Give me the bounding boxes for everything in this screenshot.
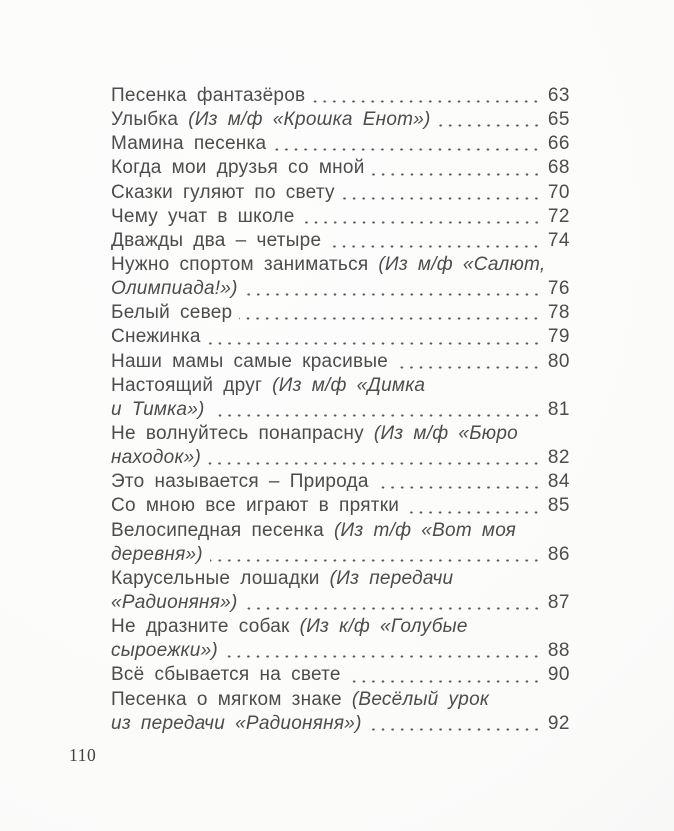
toc-entry-text: Со мною все играют в прятки [111, 495, 400, 517]
dotted-leader [372, 156, 541, 180]
toc-line [111, 229, 570, 253]
toc-entry-text: Настоящий друг [111, 374, 273, 396]
dotted-leader [438, 108, 541, 132]
toc-line [111, 277, 570, 301]
toc-line [111, 84, 570, 108]
dotted-leader [273, 132, 541, 156]
toc-line [111, 519, 570, 543]
toc-entry-source-note: (Из передачи [329, 567, 454, 589]
dotted-leader [208, 325, 541, 349]
toc-line [111, 663, 570, 687]
toc-line [111, 301, 570, 325]
toc-page-number: 82 [547, 447, 570, 469]
toc-entry-source-note: (Из м/ф «Крошка Енот») [188, 109, 431, 131]
toc-entry-title [111, 519, 516, 543]
toc-entry-title [111, 543, 203, 567]
toc-entry-text: Чему учат в школе [111, 205, 295, 227]
toc-entry-source-note: (Весёлый урок [351, 688, 490, 710]
toc-entry-source-note: и Тимка») [111, 398, 205, 420]
dotted-leader [348, 663, 541, 687]
toc-entry-text: Не дразните собак [111, 616, 300, 638]
toc-page-number: 87 [547, 591, 570, 613]
toc-entry-text: Карусельные лошадки [111, 567, 330, 589]
toc-entry-text: Белый север [111, 302, 233, 324]
toc-entry-title [111, 398, 205, 422]
toc-entry-text: Снежинка [111, 326, 201, 348]
toc-entry-title [111, 591, 238, 615]
toc-entry-text: Песенка о мягком знаке [111, 688, 352, 710]
toc-page-number: 80 [547, 350, 570, 372]
toc-entry-title [111, 470, 369, 494]
toc-line [111, 374, 570, 398]
toc-page-number: 90 [547, 664, 570, 686]
toc-page-number: 92 [547, 712, 570, 734]
toc-line [111, 591, 570, 615]
dotted-leader [312, 84, 541, 108]
dotted-leader [239, 301, 541, 325]
toc-entry-source-note: сыроежки») [111, 640, 218, 662]
toc-line [111, 543, 570, 567]
toc-line [111, 350, 570, 374]
toc-entry-title [111, 688, 489, 712]
toc-entry-text: Это называется – Природа [111, 471, 369, 493]
toc-line [111, 494, 570, 518]
dotted-leader [245, 277, 541, 301]
toc-entry-source-note: находок») [111, 447, 202, 469]
dotted-leader [212, 398, 541, 422]
toc-line [111, 205, 570, 229]
page-number-folio: 110 [69, 745, 97, 765]
dotted-leader [342, 181, 541, 205]
dotted-leader [406, 494, 541, 518]
toc-page-number: 66 [547, 133, 570, 155]
toc-entry-text: Когда мои друзья со мной [111, 157, 365, 179]
toc-line [111, 688, 570, 712]
toc-entry-title [111, 325, 201, 349]
toc-page-number: 63 [547, 85, 570, 106]
toc-line [111, 567, 570, 591]
toc-entry-title [111, 132, 266, 156]
toc-entry-title [111, 663, 341, 687]
toc-page-number: 79 [547, 326, 570, 348]
toc-line [111, 108, 570, 132]
toc-entry-text: Велосипедная песенка [111, 519, 334, 541]
dotted-leader [376, 470, 541, 494]
toc-entry-title [111, 494, 399, 518]
toc-entry-title [111, 84, 305, 108]
toc-page-number: 74 [547, 229, 570, 251]
dotted-leader [328, 229, 541, 253]
toc-entry-source-note: (Из м/ф «Салют, [378, 253, 546, 275]
toc-entry-text: Мамина песенка [111, 133, 267, 155]
toc-line [111, 181, 570, 205]
dotted-leader [245, 591, 541, 615]
toc-entry-source-note: (Из м/ф «Бюро [373, 422, 518, 444]
toc-line [111, 446, 570, 470]
toc-page-number: 84 [547, 471, 570, 493]
toc-entry-title [111, 181, 335, 205]
toc-page-number: 68 [547, 157, 570, 179]
toc-page-number: 72 [547, 205, 570, 227]
toc-entry-source-note: деревня») [111, 543, 203, 565]
toc-entry-text: Нужно спортом заниматься [111, 253, 379, 275]
toc-page-number: 78 [547, 302, 570, 324]
toc-entry-source-note: (Из т/ф «Вот моя [333, 519, 517, 541]
toc-line [111, 325, 570, 349]
toc-entry-text: Сказки гуляют по свету [111, 181, 335, 203]
toc-entry-source-note: (Из к/ф «Голубые [299, 616, 468, 638]
toc-entry-title [111, 422, 518, 446]
toc-entry-title [111, 615, 468, 639]
toc-line [111, 398, 570, 422]
toc-entry-source-note: «Радионяня») [111, 591, 238, 613]
toc-page-number: 85 [547, 495, 570, 517]
toc-entry-title [111, 350, 388, 374]
dotted-leader [208, 446, 541, 470]
toc-entry-title [111, 446, 201, 470]
toc-line [111, 639, 570, 663]
toc-entry-title [111, 156, 365, 180]
toc-entry-title [111, 374, 425, 398]
toc-entry-title [111, 712, 362, 736]
toc-entry-title [111, 205, 295, 229]
toc-entry-text: Наши мамы самые красивые [111, 350, 389, 372]
dotted-leader [302, 205, 541, 229]
toc-entry-title [111, 639, 218, 663]
toc-entry-title [111, 301, 232, 325]
toc-entry-title [111, 253, 545, 277]
toc-page-number: 88 [547, 640, 570, 662]
toc-page-number: 86 [547, 543, 570, 565]
toc-entry-text: Дважды два – четыре [111, 229, 322, 251]
toc-entry-title [111, 108, 431, 132]
toc-line [111, 132, 570, 156]
toc-entry-text: Улыбка [111, 109, 189, 131]
toc-line [111, 470, 570, 494]
toc-line [111, 422, 570, 446]
toc-line [111, 712, 570, 736]
toc-entry-title [111, 567, 453, 591]
dotted-leader [369, 712, 541, 736]
toc-page-number: 65 [547, 109, 570, 131]
toc-line [111, 615, 570, 639]
toc-entry-text: Песенка фантазёров [111, 85, 306, 106]
toc-entry-text: Не волнуйтесь понапрасну [111, 422, 374, 444]
toc-line [111, 156, 570, 180]
dotted-leader [225, 639, 541, 663]
toc-entry-source-note: (Из м/ф «Димка [272, 374, 426, 396]
toc-page-number: 70 [547, 181, 570, 203]
toc-page-number: 76 [547, 278, 570, 300]
toc-entry-title [111, 229, 321, 253]
toc-line [111, 253, 570, 277]
toc-entry-source-note: из передачи «Радионяня») [111, 712, 362, 734]
toc-page-number: 81 [547, 398, 570, 420]
dotted-leader [395, 350, 541, 374]
toc-entry-text: Всё сбывается на свете [111, 664, 341, 686]
toc-entry-title [111, 277, 238, 301]
dotted-leader [210, 543, 541, 567]
toc-entry-source-note: Олимпиада!») [111, 278, 238, 300]
toc-list [111, 84, 570, 736]
